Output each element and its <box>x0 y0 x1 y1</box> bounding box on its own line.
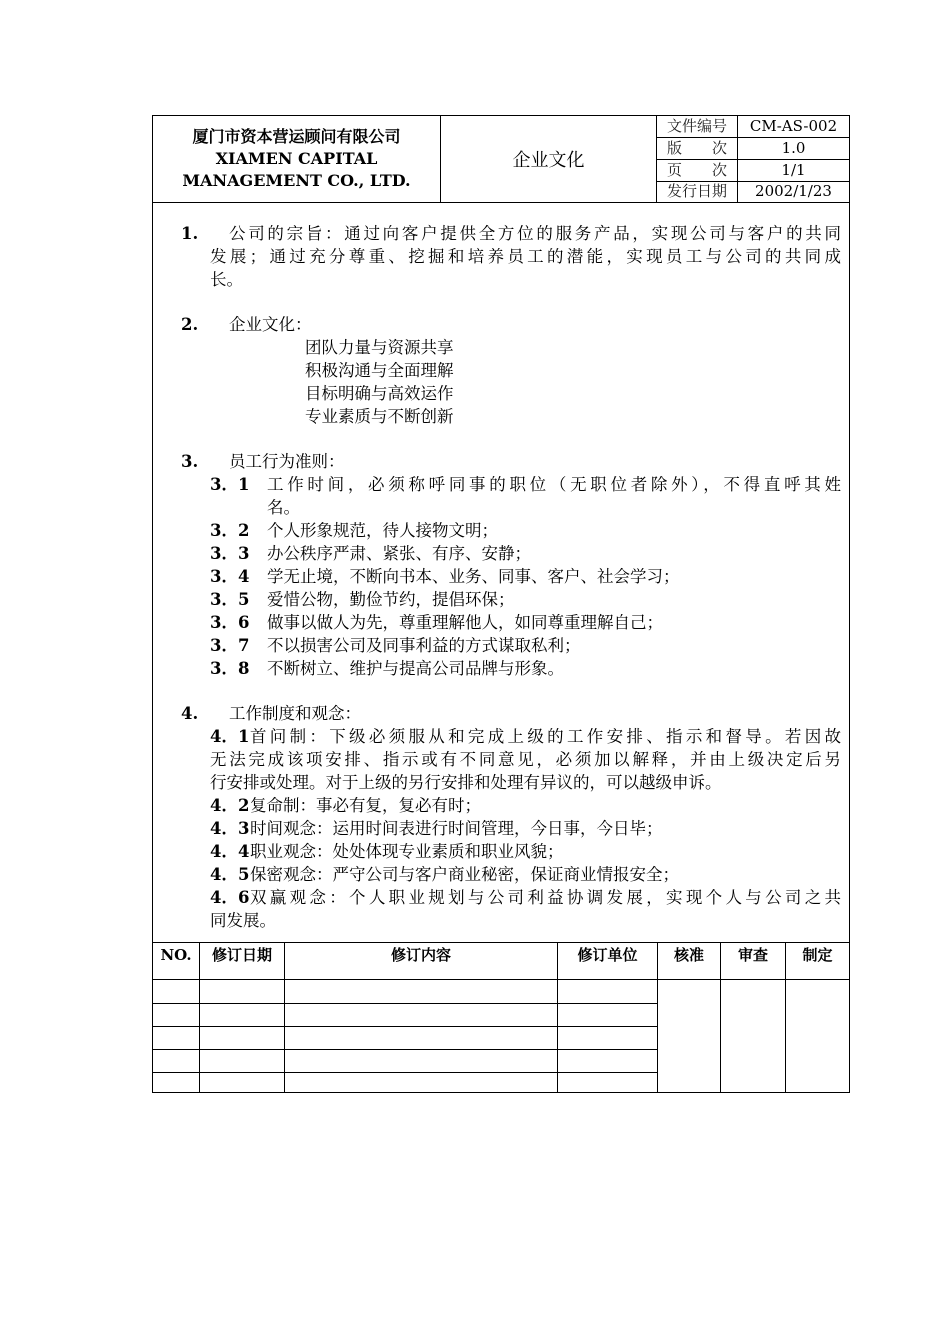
rule-text: 不断树立、维护与提高公司品牌与形象。 <box>267 659 564 678</box>
rule-number: 3．1 <box>210 475 250 494</box>
table-divider <box>153 1003 657 1004</box>
policy-text: 复命制：事必有复，复必有时； <box>250 796 481 815</box>
revision-header-prepare: 制定 <box>802 946 833 964</box>
company-name-en-1: XIAMEN CAPITAL <box>215 149 378 168</box>
meta-value: CM-AS-002 <box>749 117 838 135</box>
meta-value: 2002/1/23 <box>755 182 832 200</box>
document-sheet <box>152 115 850 1093</box>
section-3-number: 3. <box>181 452 199 471</box>
table-divider <box>284 943 285 1093</box>
rule-number: 3．5 <box>210 590 250 609</box>
section-1-line-3: 长。 <box>210 270 243 289</box>
rule-text: 个人形象规范，待人接物文明； <box>267 521 498 540</box>
company-name <box>153 116 441 202</box>
rule-text: 办公秩序严肃、紧张、有序、安静； <box>267 544 531 563</box>
company-name-cn: 厦门市资本营运顾问有限公司 <box>192 127 401 146</box>
policy-text: 时间观念：运用时间表进行时间管理，今日事，今日毕； <box>250 819 663 838</box>
document-title: 企业文化 <box>441 116 657 202</box>
rule-number: 3．8 <box>210 659 250 678</box>
rule-text: 做事以做人为先，尊重理解他人，如同尊重理解自己； <box>267 613 663 632</box>
policy-number: 4．4 <box>210 842 250 861</box>
policy-number: 4．5 <box>210 865 250 884</box>
policy-number: 4．6 <box>210 888 250 907</box>
rule-text: 爱惜公物，勤俭节约，提倡环保； <box>267 590 515 609</box>
rule-text: 工作时间，必须称呼同事的职位（无职位者除外），不得直呼其姓 <box>267 475 841 494</box>
rule-number: 3．4 <box>210 567 250 586</box>
table-divider <box>785 943 786 1093</box>
revision-header-date: 修订日期 <box>211 946 272 964</box>
meta-row-doc-number <box>657 116 849 138</box>
table-divider <box>657 943 658 1093</box>
revision-header-no: NO. <box>160 946 192 964</box>
revision-header-approve: 核准 <box>673 946 704 964</box>
section-2-title: 企业文化： <box>229 315 312 334</box>
culture-item: 专业素质与不断创新 <box>305 407 454 426</box>
revision-header-unit: 修订单位 <box>577 946 638 964</box>
policy-text: 保密观念：严守公司与客户商业秘密，保证商业情报安全； <box>250 865 679 884</box>
section-1-number: 1. <box>181 224 199 243</box>
meta-value: 1.0 <box>781 139 806 157</box>
policy-number: 4．1 <box>210 727 250 746</box>
section-4-number: 4. <box>181 704 199 723</box>
rule-text-continued: 名。 <box>267 498 300 517</box>
policy-number: 4．2 <box>210 796 250 815</box>
policy-text: 职业观念：处处体现专业素质和职业风貌； <box>250 842 564 861</box>
company-name-en-2: MANAGEMENT CO., LTD. <box>182 171 411 190</box>
policy-text-continued: 同发展。 <box>210 911 276 930</box>
rule-text: 不以损害公司及同事利益的方式谋取私利； <box>267 636 581 655</box>
meta-label: 版 次 <box>657 138 738 159</box>
table-divider <box>557 943 558 1093</box>
section-4-title: 工作制度和观念： <box>229 704 361 723</box>
policy-text-continued: 行安排或处理。对于上级的另行安排和处理有异议的，可以越级申诉。 <box>210 773 722 792</box>
document-meta <box>657 116 849 202</box>
meta-label: 发行日期 <box>657 181 738 202</box>
policy-number: 4．3 <box>210 819 250 838</box>
rule-number: 3．7 <box>210 636 250 655</box>
culture-item: 目标明确与高效运作 <box>305 384 454 403</box>
policy-text: 双赢观念：个人职业规划与公司利益协调发展，实现个人与公司之共 <box>250 888 841 907</box>
table-divider <box>153 1049 657 1050</box>
revision-header-content: 修订内容 <box>390 946 451 964</box>
rule-text: 学无止境，不断向书本、业务、同事、客户、社会学习； <box>267 567 680 586</box>
culture-item: 积极沟通与全面理解 <box>305 361 454 380</box>
table-divider <box>720 943 721 1093</box>
section-3-title: 员工行为准则： <box>229 452 345 471</box>
meta-row-version <box>657 138 849 160</box>
section-1-line-2: 发展；通过充分尊重、挖掘和培养员工的潜能，实现员工与公司的共同成 <box>210 247 841 266</box>
table-divider <box>153 979 849 980</box>
meta-row-page <box>657 160 849 182</box>
revision-table <box>153 942 849 1093</box>
rule-number: 3．2 <box>210 521 250 540</box>
policy-text-continued: 无法完成该项安排、指示或有不同意见，必须加以解释，并由上级决定后另 <box>210 750 841 769</box>
rule-number: 3．6 <box>210 613 250 632</box>
table-divider <box>153 1026 657 1027</box>
meta-value: 1/1 <box>781 161 806 179</box>
meta-label: 文件编号 <box>657 116 738 137</box>
meta-label: 页 次 <box>657 160 738 181</box>
table-divider <box>199 943 200 1093</box>
revision-header-review: 审查 <box>737 946 768 964</box>
table-divider <box>153 1072 657 1073</box>
rule-number: 3．3 <box>210 544 250 563</box>
policy-text: 首问制：下级必须服从和完成上级的工作安排、指示和督导。若因故 <box>250 727 841 746</box>
document-header <box>153 116 849 203</box>
section-2-number: 2. <box>181 315 199 334</box>
culture-item: 团队力量与资源共享 <box>305 338 454 357</box>
meta-row-issue-date <box>657 181 849 202</box>
section-1-line-1: 公司的宗旨：通过向客户提供全方位的服务产品，实现公司与客户的共同 <box>229 224 841 243</box>
